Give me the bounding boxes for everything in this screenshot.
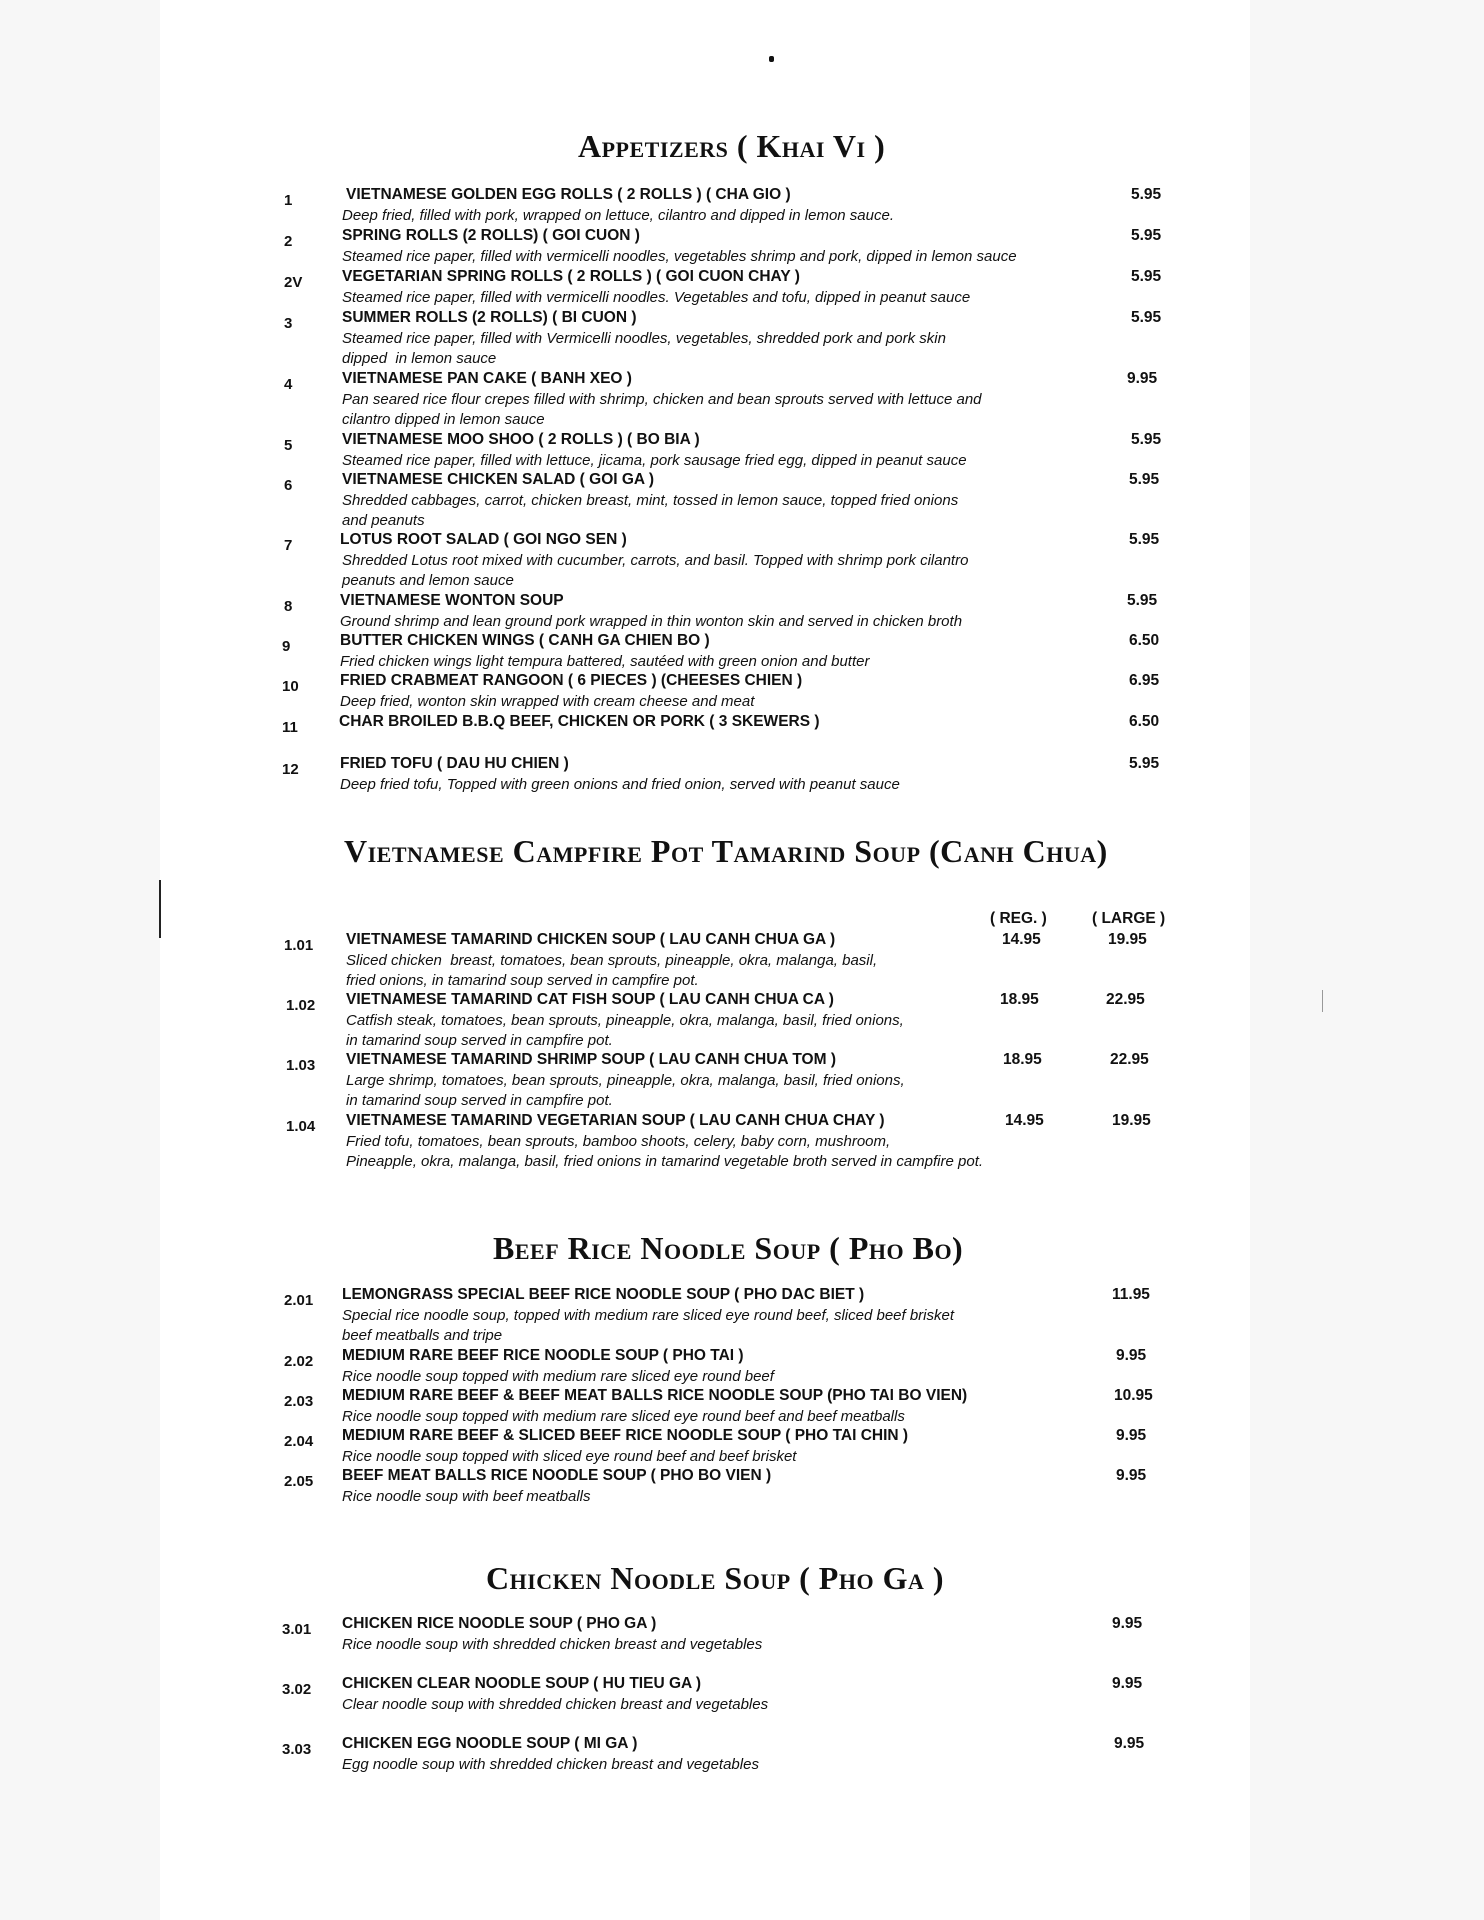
item-description: Deep fried, filled with pork, wrapped on lettuce, cilantro and dipped in lemon sauce.: [342, 207, 894, 224]
item-name: VIETNAMESE MOO SHOO ( 2 ROLLS ) ( BO BIA ): [342, 431, 700, 448]
item-price: 5.95: [1129, 755, 1160, 772]
menu-item: [0, 1387, 1484, 1425]
menu-item: [0, 1051, 1484, 1109]
item-name: MEDIUM RARE BEEF RICE NOODLE SOUP ( PHO TAI ): [342, 1347, 744, 1364]
item-description: Rice noodle soup topped with medium rare sliced eye round beef: [342, 1368, 774, 1385]
item-name: CHICKEN RICE NOODLE SOUP ( PHO GA ): [342, 1615, 657, 1632]
item-name: SPRING ROLLS (2 ROLLS) ( GOI CUON ): [342, 227, 640, 244]
menu-item: [0, 1615, 1484, 1653]
item-name: VEGETARIAN SPRING ROLLS ( 2 ROLLS ) ( GOI CUON CHAY ): [342, 268, 800, 285]
menu-item: [0, 531, 1484, 589]
item-description: Rice noodle soup topped with medium rare sliced eye round beef and beef meatballs: [342, 1408, 905, 1425]
item-name: FRIED CRABMEAT RANGOON ( 6 PIECES ) (CHEESES CHIEN ): [340, 672, 803, 689]
item-description: Deep fried, wonton skin wrapped with cream cheese and meat: [340, 693, 755, 710]
item-price: 6.50: [1129, 713, 1160, 730]
item-number: 1.01: [284, 937, 314, 954]
item-price: 6.95: [1129, 672, 1160, 689]
menu-item: [0, 632, 1484, 670]
item-price: 9.95: [1114, 1735, 1145, 1752]
item-price-regular: 14.95: [1005, 1112, 1044, 1129]
menu-item: [0, 672, 1484, 710]
section-title-appetizers: Appetizers ( Khai Vi ): [578, 128, 886, 164]
menu-item: [0, 1112, 1484, 1170]
item-name: VIETNAMESE TAMARIND VEGETARIAN SOUP ( LAU CANH CHUA CHAY ): [346, 1112, 885, 1129]
item-number: 2V: [284, 274, 303, 291]
item-number: 4: [284, 376, 293, 393]
item-number: 7: [284, 537, 293, 554]
item-number: 10: [282, 678, 299, 695]
item-description: Pan seared rice flour crepes filled with shrimp, chicken and bean sprouts served with lettuce and cilantro dipped in lemon sauce: [342, 391, 982, 428]
item-description: Clear noodle soup with shredded chicken breast and vegetables: [342, 1696, 769, 1713]
menu-item: [0, 268, 1484, 306]
item-name: VIETNAMESE TAMARIND CHICKEN SOUP ( LAU CANH CHUA GA ): [346, 931, 836, 948]
item-name: CHAR BROILED B.B.Q BEEF, CHICKEN OR PORK ( 3 SKEWERS ): [339, 713, 820, 730]
item-description: Shredded cabbages, carrot, chicken breast, mint, tossed in lemon sauce, topped fried onions and peanuts: [342, 492, 959, 529]
item-number: 11: [282, 719, 298, 736]
column-header-large: ( LARGE ): [1092, 910, 1166, 927]
item-price: 5.95: [1131, 431, 1162, 448]
item-price: 11.95: [1112, 1286, 1150, 1303]
item-name: SUMMER ROLLS (2 ROLLS) ( BI CUON ): [342, 309, 637, 326]
column-header-regular: ( REG. ): [990, 910, 1047, 927]
item-price-large: 22.95: [1110, 1051, 1149, 1068]
item-price: 5.95: [1131, 309, 1162, 326]
section-title-pho-ga: Chicken Noodle Soup ( Pho Ga ): [486, 1560, 945, 1596]
menu-item: [0, 1427, 1484, 1465]
item-description: Catfish steak, tomatoes, bean sprouts, pineapple, okra, malanga, basil, fried onions, in tamarind soup served in campfire pot.: [346, 1012, 904, 1049]
item-name: VIETNAMESE CHICKEN SALAD ( GOI GA ): [342, 471, 655, 488]
item-description: Sliced chicken breast, tomatoes, bean sprouts, pineapple, okra, malanga, basil, fried onions, in tamarind soup served in campfire pot.: [346, 952, 878, 989]
item-price-regular: 18.95: [1000, 991, 1039, 1008]
item-price: 5.95: [1131, 268, 1162, 285]
scan-mark: [1322, 990, 1323, 1012]
item-price: 6.50: [1129, 632, 1160, 649]
item-name: CHICKEN CLEAR NOODLE SOUP ( HU TIEU GA ): [342, 1675, 702, 1692]
item-number: 3.02: [282, 1681, 312, 1698]
item-name: CHICKEN EGG NOODLE SOUP ( MI GA ): [342, 1735, 638, 1752]
item-price-large: 22.95: [1106, 991, 1145, 1008]
item-description: Large shrimp, tomatoes, bean sprouts, pineapple, okra, malanga, basil, fried onions, in tamarind soup served in campfire pot.: [346, 1072, 905, 1109]
item-description: Fried chicken wings light tempura battered, sautéed with green onion and butter: [340, 653, 870, 670]
item-number: 2.01: [284, 1292, 314, 1309]
item-number: 1.04: [286, 1118, 316, 1135]
menu-item: [0, 931, 1484, 989]
menu-item: [0, 186, 1484, 224]
item-price: 5.95: [1129, 471, 1160, 488]
item-name: VIETNAMESE TAMARIND SHRIMP SOUP ( LAU CANH CHUA TOM ): [346, 1051, 836, 1068]
item-number: 3: [284, 315, 293, 332]
item-number: 5: [284, 437, 293, 454]
item-number: 1: [284, 192, 293, 209]
item-number: 12: [282, 761, 299, 778]
item-name: LEMONGRASS SPECIAL BEEF RICE NOODLE SOUP ( PHO DAC BIET ): [342, 1286, 865, 1303]
menu-item: [0, 1467, 1484, 1505]
menu-item: [0, 471, 1484, 529]
item-price: 5.95: [1131, 186, 1162, 203]
item-name: VIETNAMESE GOLDEN EGG ROLLS ( 2 ROLLS ) ( CHA GIO ): [346, 186, 791, 203]
item-number: 2: [284, 233, 293, 250]
item-price-regular: 14.95: [1002, 931, 1041, 948]
item-description: Steamed rice paper, filled with vermicelli noodles. Vegetables and tofu, dipped in peanut sauce: [342, 289, 971, 306]
item-description: Steamed rice paper, filled with lettuce, jicama, pork sausage fried egg, dipped in peanut sauce: [342, 452, 967, 469]
menu-item: [0, 309, 1484, 367]
item-name: FRIED TOFU ( DAU HU CHIEN ): [340, 755, 569, 772]
item-description: Shredded Lotus root mixed with cucumber, carrots, and basil. Topped with shrimp pork cilantro peanuts and lemon sauce: [342, 552, 969, 589]
menu-item: [0, 592, 1484, 630]
item-name: VIETNAMESE TAMARIND CAT FISH SOUP ( LAU CANH CHUA CA ): [346, 991, 834, 1008]
item-name: LOTUS ROOT SALAD ( GOI NGO SEN ): [340, 531, 627, 548]
item-price: 9.95: [1116, 1347, 1147, 1364]
item-name: MEDIUM RARE BEEF & BEEF MEAT BALLS RICE NOODLE SOUP (PHO TAI BO VIEN): [342, 1387, 968, 1404]
item-price-regular: 18.95: [1003, 1051, 1042, 1068]
item-number: 1.03: [286, 1057, 316, 1074]
item-name: BUTTER CHICKEN WINGS ( CANH GA CHIEN BO ): [340, 632, 710, 649]
item-number: 6: [284, 477, 293, 494]
menu-item: [0, 370, 1484, 428]
item-name: VIETNAMESE WONTON SOUP: [340, 592, 564, 609]
item-number: 2.03: [284, 1393, 314, 1410]
item-description: Steamed rice paper, filled with Vermicelli noodles, vegetables, shredded pork and pork skin dipped in lemon sauce: [342, 330, 946, 367]
item-price: 9.95: [1116, 1427, 1147, 1444]
item-number: 2.04: [284, 1433, 314, 1450]
item-number: 8: [284, 598, 293, 615]
item-description: Rice noodle soup topped with sliced eye round beef and beef brisket: [342, 1448, 797, 1465]
section-title-pho-bo: Beef Rice Noodle Soup ( Pho Bo): [493, 1230, 964, 1266]
item-name: MEDIUM RARE BEEF & SLICED BEEF RICE NOODLE SOUP ( PHO TAI CHIN ): [342, 1427, 909, 1444]
item-name: VIETNAMESE PAN CAKE ( BANH XEO ): [342, 370, 632, 387]
item-price: 5.95: [1131, 227, 1162, 244]
item-description: Ground shrimp and lean ground pork wrapped in thin wonton skin and served in chicken broth: [340, 613, 963, 630]
scan-speck: [769, 56, 774, 62]
item-number: 9: [282, 638, 291, 655]
menu-item: [0, 227, 1484, 265]
item-price-large: 19.95: [1112, 1112, 1151, 1129]
menu-item: [0, 1286, 1484, 1344]
item-number: 1.02: [286, 997, 316, 1014]
item-price: 9.95: [1112, 1675, 1143, 1692]
item-name: BEEF MEAT BALLS RICE NOODLE SOUP ( PHO BO VIEN ): [342, 1467, 772, 1484]
menu-item: [0, 431, 1484, 469]
item-description: Steamed rice paper, filled with vermicelli noodles, vegetables shrimp and pork, dipped in lemon sauce: [342, 248, 1017, 265]
item-number: 3.01: [282, 1621, 312, 1638]
item-description: Rice noodle soup with beef meatballs: [342, 1488, 591, 1505]
item-description: Fried tofu, tomatoes, bean sprouts, bamboo shoots, celery, baby corn, mushroom, Pineapple, okra, malanga, basil, fried onions in tamarind vegetable broth served in campfire pot.: [346, 1133, 984, 1170]
item-price: 5.95: [1127, 592, 1158, 609]
menu-item: [0, 1347, 1484, 1385]
item-description: Egg noodle soup with shredded chicken breast and vegetables: [342, 1756, 759, 1773]
item-price: 10.95: [1114, 1387, 1153, 1404]
item-description: Rice noodle soup with shredded chicken breast and vegetables: [342, 1636, 763, 1653]
menu-item: [0, 1675, 1484, 1713]
item-price: 9.95: [1127, 370, 1158, 387]
item-number: 3.03: [282, 1741, 312, 1758]
item-price-large: 19.95: [1108, 931, 1147, 948]
item-description: Special rice noodle soup, topped with medium rare sliced eye round beef, sliced beef brisket beef meatballs and tripe: [342, 1307, 955, 1344]
item-price: 5.95: [1129, 531, 1160, 548]
item-price: 9.95: [1112, 1615, 1143, 1632]
section-title-canh-chua: Vietnamese Campfire Pot Tamarind Soup (Canh Chua): [344, 833, 1108, 869]
scan-mark: [159, 880, 161, 938]
item-description: Deep fried tofu, Topped with green onions and fried onion, served with peanut sauce: [340, 776, 900, 793]
item-price: 9.95: [1116, 1467, 1147, 1484]
menu-item: [0, 755, 1484, 793]
menu-item: [0, 713, 1484, 736]
menu-item: [0, 991, 1484, 1049]
item-number: 2.05: [284, 1473, 314, 1490]
item-number: 2.02: [284, 1353, 314, 1370]
menu-item: [0, 1735, 1484, 1773]
